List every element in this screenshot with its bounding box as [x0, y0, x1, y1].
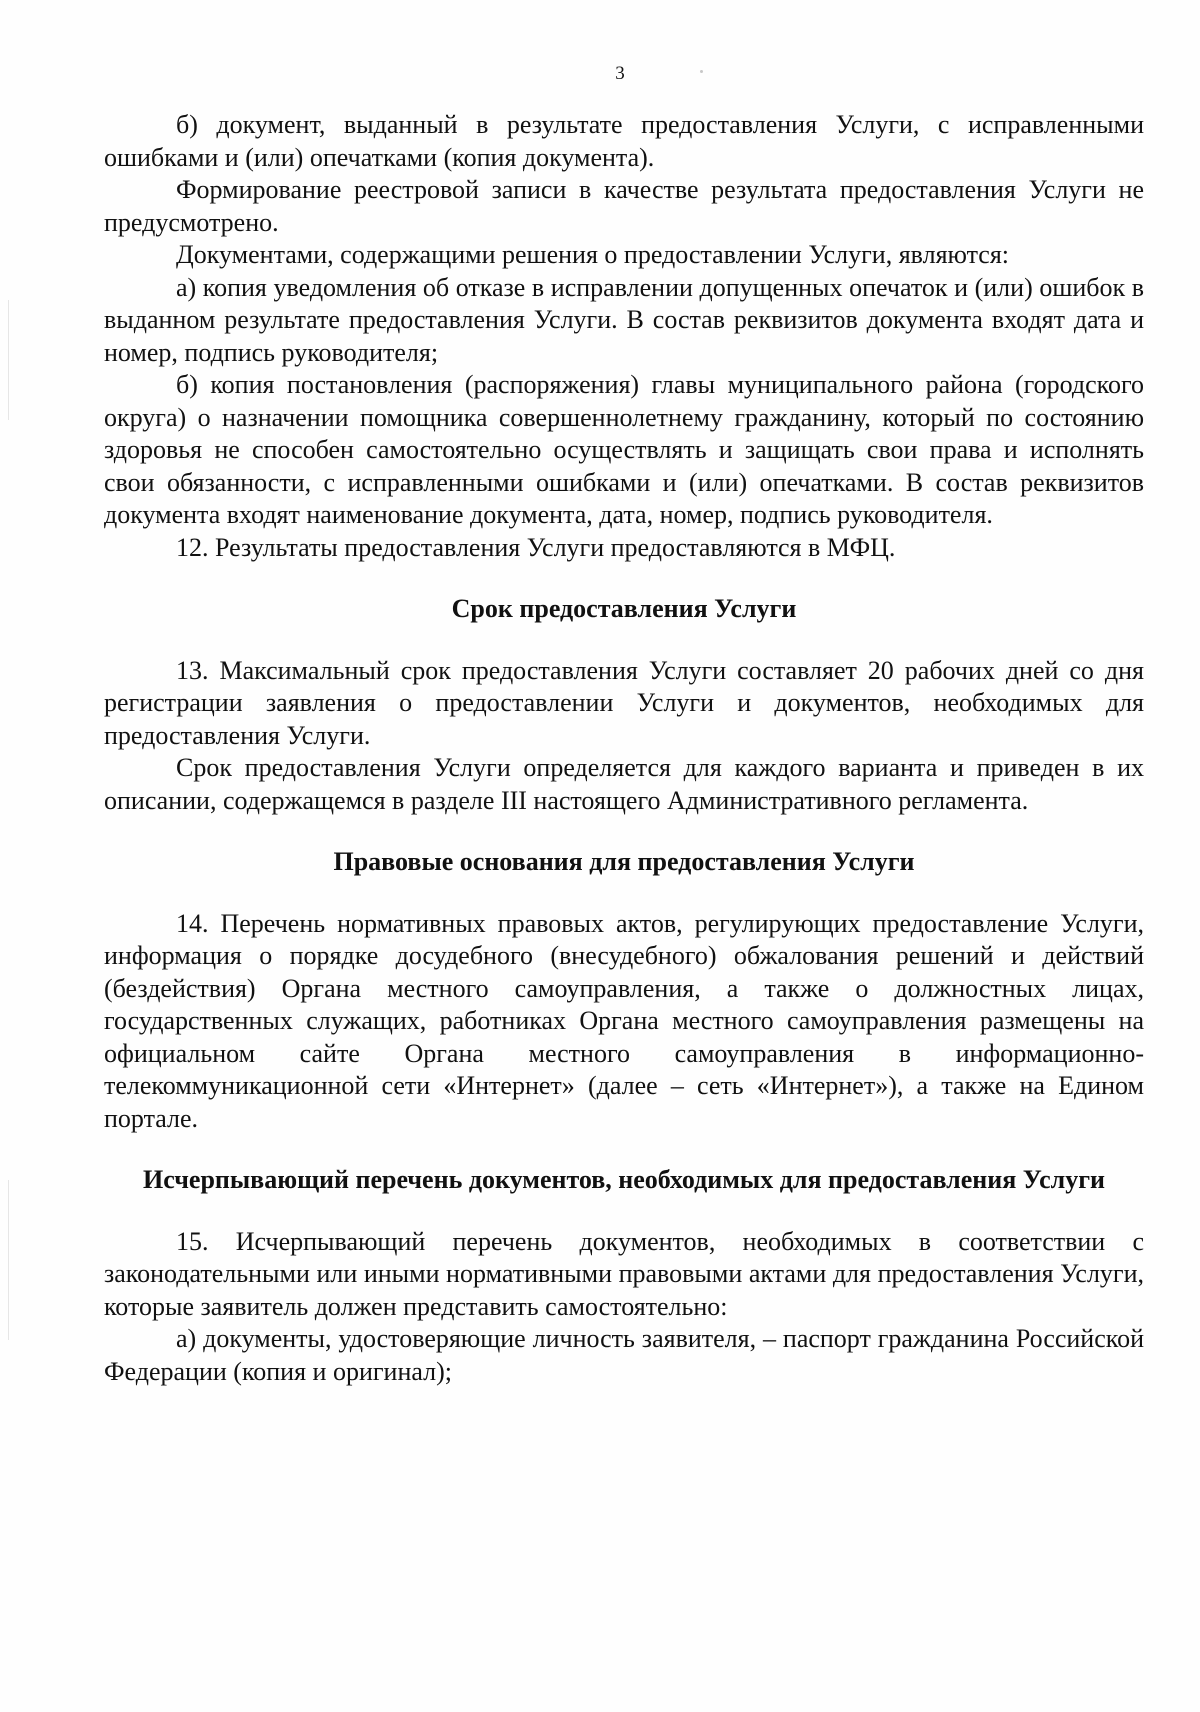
section-heading-required-documents: Исчерпывающий перечень документов, необходимых для предоставления Услуги	[143, 1165, 1105, 1194]
paragraph-14-legal-acts-list: 14. Перечень нормативных правовых актов, регулирующих предоставление Услуги, информация о порядке досудебного (внесудебного) обжалования решений и действий (бездействия) Органа местного самоуправления, а также о должностных лицах, государственных служащих, работниках Органа местного самоуправления размещены на официальном сайте Органа местного самоуправления в информационно-телекоммуникационной сети «Интернет» (далее – сеть «Интернет»), а также на Едином портале.	[104, 908, 1144, 1133]
paragraph-item-a-refusal-notice: а) копия уведомления об отказе в исправлении допущенных опечаток и (или) ошибок в выданном результате предоставления Услуги. В состав реквизитов документа входят дата и номер, подпись руководителя;	[104, 272, 1144, 367]
paragraph-15-documents-list: 15. Исчерпывающий перечень документов, необходимых в соответствии с законодательными или иными нормативными правовыми актами для предоставления Услуги, которые заявитель должен представить самостоятельно:	[104, 1226, 1144, 1321]
paragraph-decision-documents: Документами, содержащими решения о предоставлении Услуги, являются:	[176, 240, 1010, 269]
paragraph-item-a-identity-documents: а) документы, удостоверяющие личность заявителя, – паспорт гражданина Российской Федерации (копия и оригинал);	[104, 1324, 1144, 1386]
paragraph-registry-record: Формирование реестровой записи в качестве результата предоставления Услуги не предусмотрено.	[104, 175, 1144, 237]
document-body	[104, 109, 1144, 1388]
paragraph-12-results-mfc: 12. Результаты предоставления Услуги предоставляются в МФЦ.	[176, 532, 896, 562]
scan-edge-mark	[8, 1180, 9, 1340]
scan-edge-mark	[8, 300, 9, 420]
section-heading-service-term: Срок предоставления Услуги	[451, 594, 797, 623]
paragraph-13-max-term: 13. Максимальный срок предоставления Услуги составляет 20 рабочих дней со дня регистрации заявления о предоставлении Услуги и документов, необходимых для предоставления Услуги.	[104, 655, 1144, 750]
page-number: 3	[615, 63, 625, 84]
paragraph-term-per-variant: Срок предоставления Услуги определяется для каждого варианта и приведен в их описании, содержащемся в разделе III настоящего Административного регламента.	[104, 753, 1144, 815]
paragraph-item-b-resolution-copy: б) копия постановления (распоряжения) главы муниципального района (городского округа) о назначении помощника совершеннолетнему гражданину, который по состоянию здоровья не способен самостоятельно осуществлять и защищать свои права и исполнять свои обязанности, с исправленными ошибками и (или) опечатками. В состав реквизитов документа входят наименование документа, дата, номер, подпись руководителя.	[104, 370, 1144, 529]
section-heading-legal-basis: Правовые основания для предоставления Услуги	[333, 847, 915, 876]
paragraph-result-document: б) документ, выданный в результате предоставления Услуги, с исправленными ошибками и (или) опечатками (копия документа).	[104, 110, 1144, 172]
